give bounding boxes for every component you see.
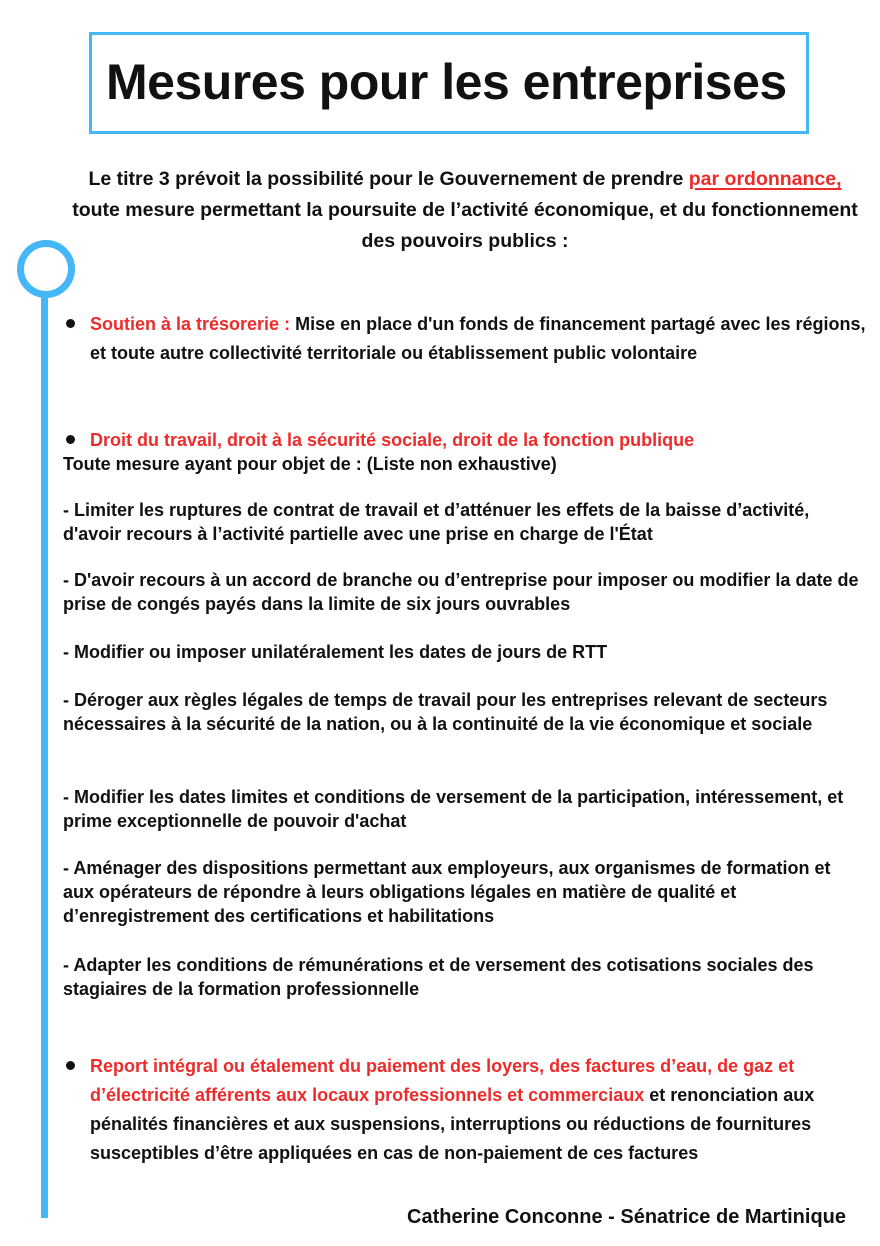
title-box xyxy=(89,32,809,134)
list-item: - Adapter les conditions de rémunérations et de versement des cotisations sociales des stagiaires de la formation professionnelle xyxy=(63,955,814,999)
list-item: - Déroger aux règles légales de temps de travail pour les entreprises relevant de secteurs nécessaires à la sécurité de la nation, ou à la continuité de la vie économique et sociale xyxy=(63,690,828,734)
timeline-line xyxy=(41,283,48,1218)
bullet-heading: Report intégral ou étalement du paiement des loyers, des factures d’eau, de gaz et d’électricité afférents aux locaux professionnels et commerciaux xyxy=(90,1056,795,1105)
bullet-dot xyxy=(66,1061,75,1070)
bullet-dot xyxy=(66,319,75,328)
bullet-heading: Soutien à la trésorerie : xyxy=(90,314,291,334)
bullet-treasury xyxy=(90,310,870,368)
list-subtitle: Toute mesure ayant pour objet de : (Liste non exhaustive) xyxy=(63,454,557,474)
intro-paragraph xyxy=(62,164,868,257)
intro-text-before: Le titre 3 prévoit la possibilité pour le Gouvernement de prendre xyxy=(88,168,689,190)
intro-text-after: toute mesure permettant la poursuite de l’activité économique, et du fonctionnement des pouvoirs publics : xyxy=(72,199,858,252)
page-title: Mesures pour les entreprises xyxy=(106,54,787,110)
bullet-dot xyxy=(66,435,75,444)
list-item: - Limiter les ruptures de contrat de travail et d’atténuer les effets de la baisse d’activité, d'avoir recours à l’activité partielle avec une prise en charge de l'État xyxy=(63,500,810,544)
bullet-text: et renonciation aux pénalités financières et aux suspensions, interruptions ou réductions de fournitures susceptibles d’être appliquées en cas de non-paiement de ces factures xyxy=(90,1085,815,1163)
bullet-text: Mise en place d'un fonds de financement partagé avec les régions, et toute autre collectivité territoriale ou établissement public volontaire xyxy=(90,314,866,363)
list-item: - Modifier les dates limites et conditions de versement de la participation, intéressement, et prime exceptionnelle de pouvoir d'achat xyxy=(63,787,844,831)
list-item: - D'avoir recours à un accord de branche ou d’entreprise pour imposer ou modifier la date de prise de congés payés dans la limite de six jours ouvrables xyxy=(63,570,859,614)
bullet-heading: Droit du travail, droit à la sécurité sociale, droit de la fonction publique xyxy=(90,430,695,450)
list-item: - Modifier ou imposer unilatéralement les dates de jours de RTT xyxy=(63,642,608,662)
footer-signature: Catherine Conconne - Sénatrice de Martinique xyxy=(407,1206,846,1228)
bullet-rent-report xyxy=(90,1052,870,1168)
intro-highlight: par ordonnance, xyxy=(688,168,842,190)
list-item: - Aménager des dispositions permettant aux employeurs, aux organismes de formation et aux opérateurs de répondre à leurs obligations légales en matière de qualité et d’enregistrement des certifications et habilitations xyxy=(63,858,831,926)
